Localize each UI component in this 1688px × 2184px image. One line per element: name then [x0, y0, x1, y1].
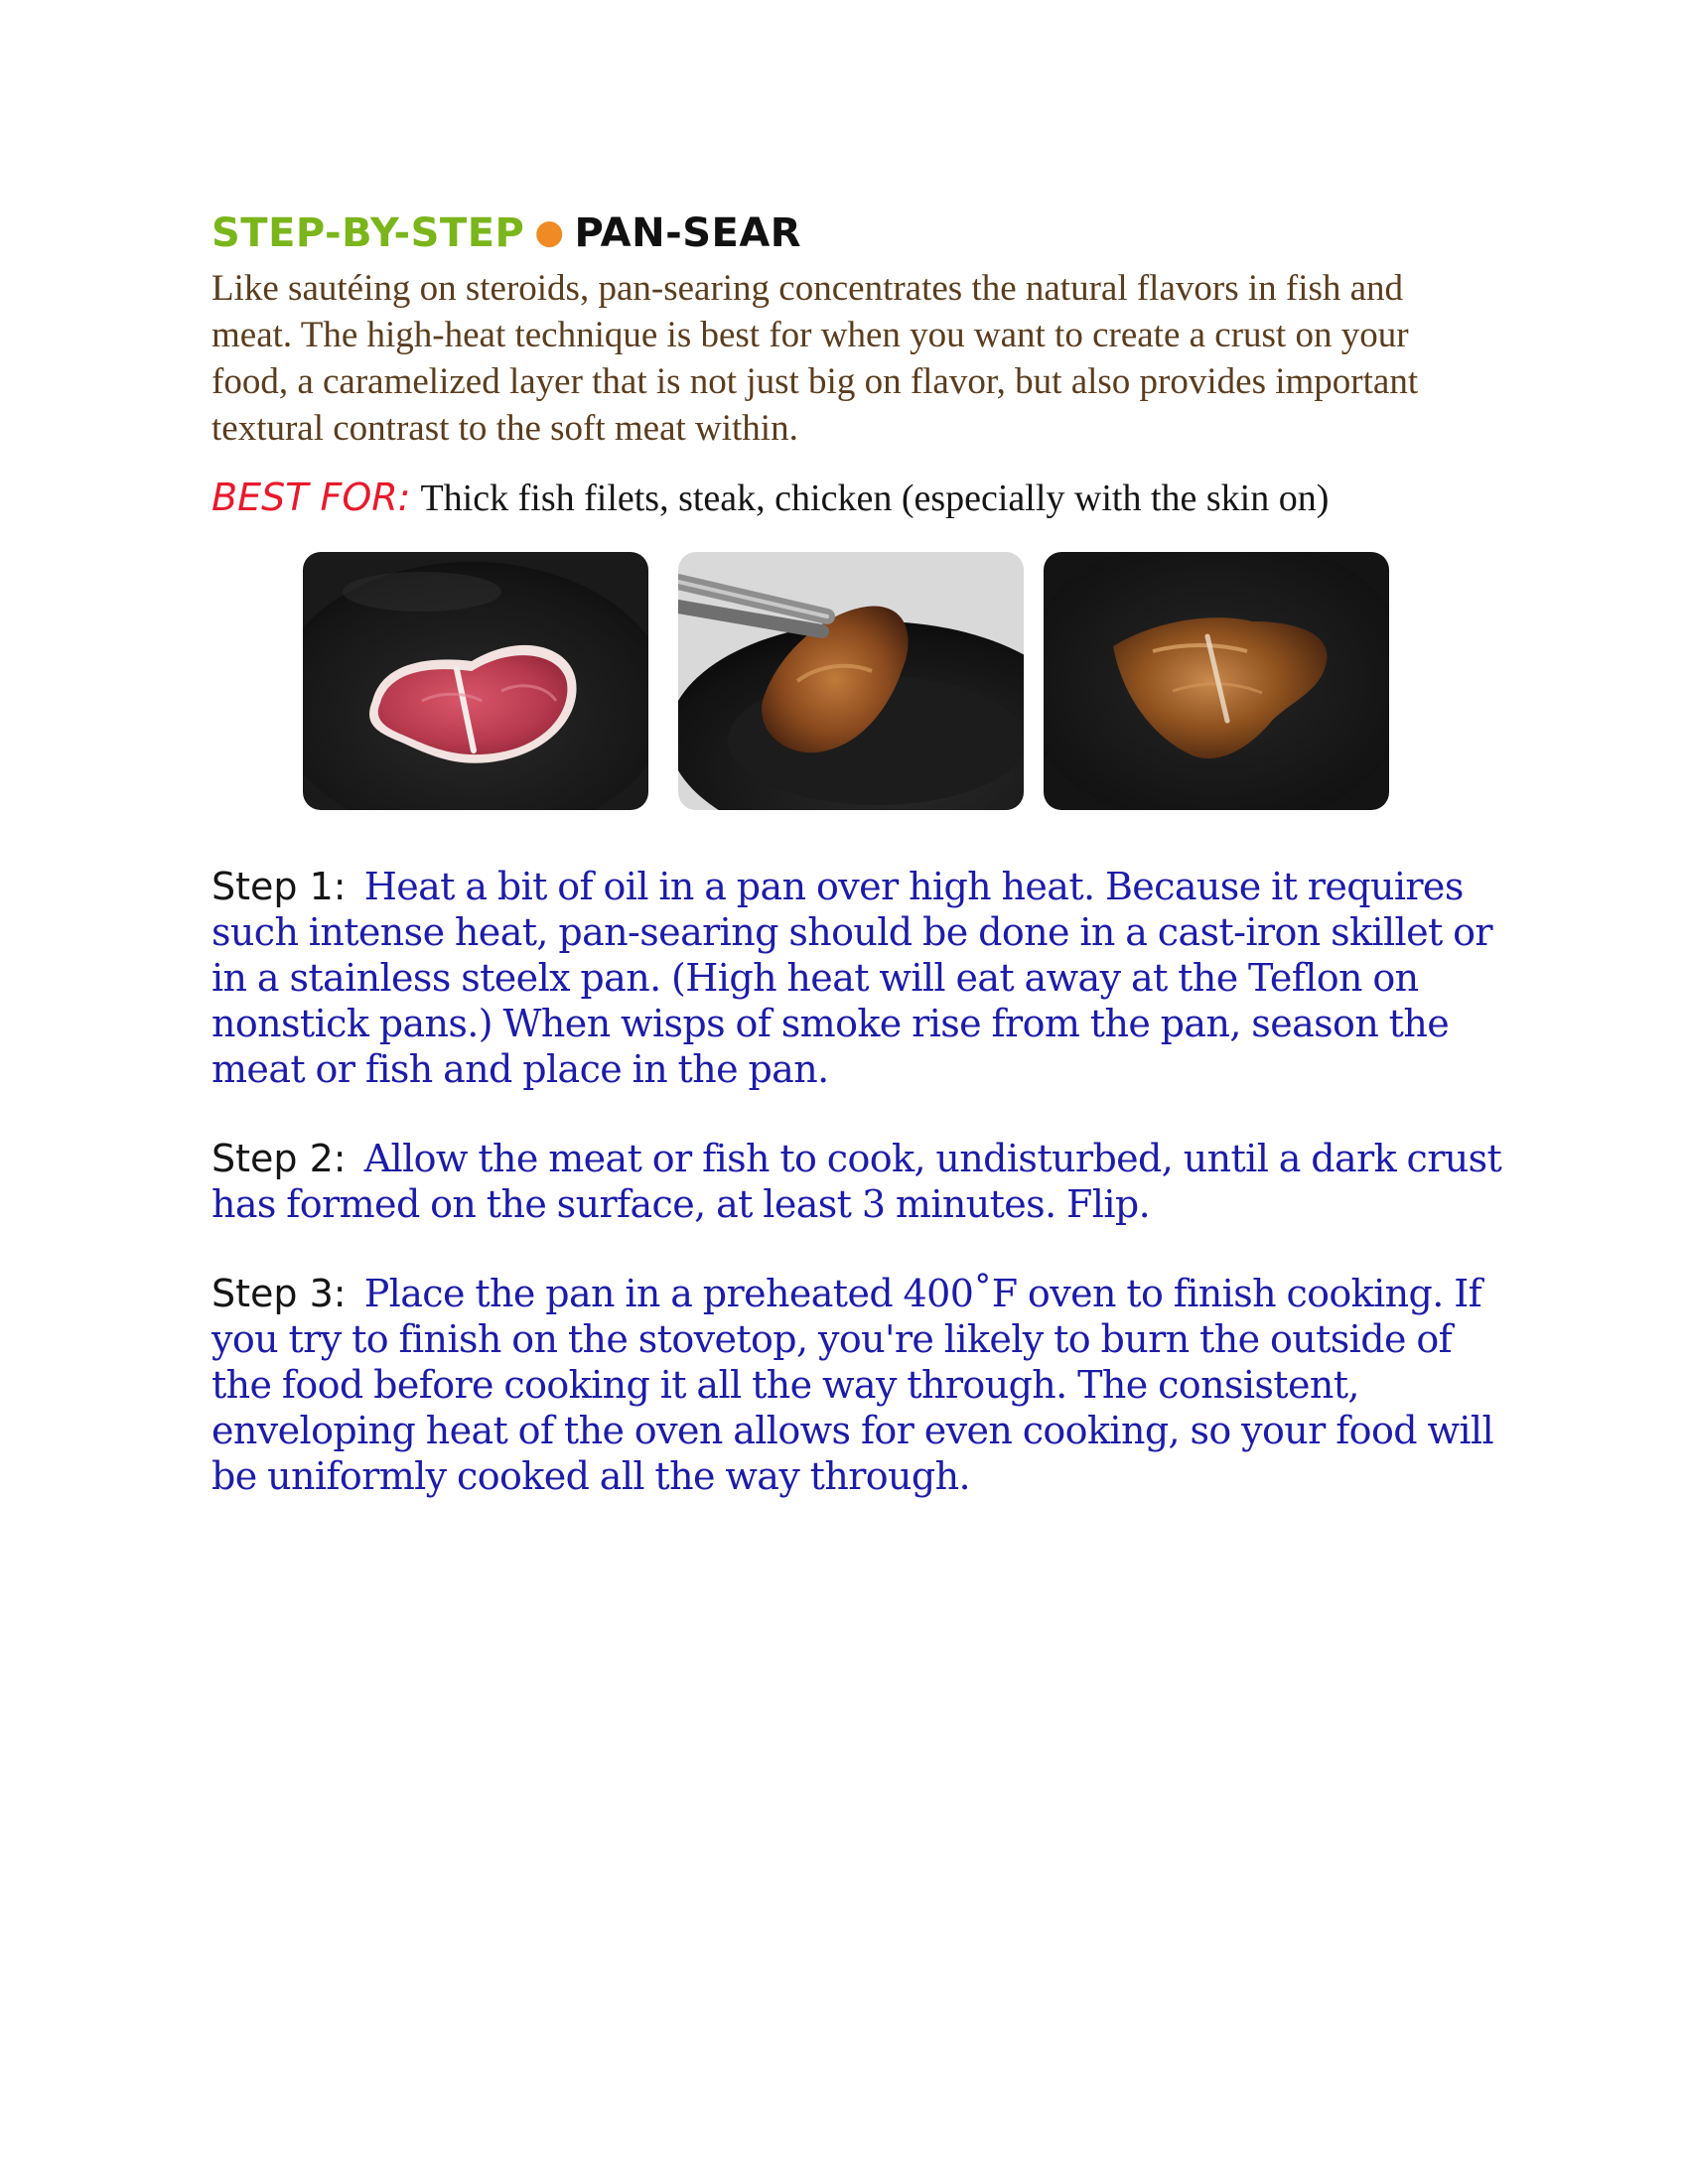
step-3 — [211, 1271, 1502, 1499]
step-1-text: Heat a bit of oil in a pan over high heat. Because it requires such intense heat, pan-searing should be done in a cast-iron skillet or in a stainless steelx pan. (High heat will eat away at the Teflon on nonstick pans.) When wisps of smoke rise from the pan, season the meat or fish and place in the pan. — [211, 865, 1492, 1091]
raw-steak-in-pan-photo — [303, 552, 648, 810]
step-2 — [211, 1136, 1502, 1227]
title-pan-sear: PAN-SEAR — [574, 210, 802, 256]
step-3-text: Place the pan in a preheated 400˚F oven to finish cooking. If you try to finish on the stovetop, you're likely to burn the outside of the food before cooking it all the way through. The consistent, enveloping heat of the oven allows for even cooking, so your food will be uniformly cooked all the way through. — [211, 1272, 1494, 1498]
title-bullet-icon: ● — [534, 212, 565, 252]
step-2-text: Allow the meat or fish to cook, undisturbed, until a dark crust has formed on the surface, at least 3 minutes. Flip. — [211, 1137, 1502, 1226]
article-header — [211, 206, 1492, 522]
seared-steak-in-pan-photo — [1044, 552, 1389, 810]
step-1-label: Step 1: — [211, 865, 347, 908]
step-3-label: Step 3: — [211, 1272, 347, 1315]
photo-strip — [303, 552, 1391, 810]
page-title — [211, 206, 1492, 259]
best-for-line — [211, 474, 1492, 522]
best-for-text: Thick fish filets, steak, chicken (especially with the skin on) — [420, 478, 1330, 519]
step-2-label: Step 2: — [211, 1137, 347, 1180]
steps-list — [211, 864, 1502, 1543]
steak-flipped-with-tongs-photo — [678, 552, 1024, 810]
best-for-label: BEST FOR: — [211, 476, 411, 519]
step-1 — [211, 864, 1502, 1092]
intro-paragraph: Like sautéing on steroids, pan-searing concentrates the natural flavors in fish and meat. The high-heat technique is best for when you want to create a crust on your food, a caramelized layer that is not just big on flavor, but also provides important textural contrast to the soft meat within. — [211, 268, 1419, 449]
title-step-by-step: STEP-BY-STEP — [211, 210, 525, 256]
